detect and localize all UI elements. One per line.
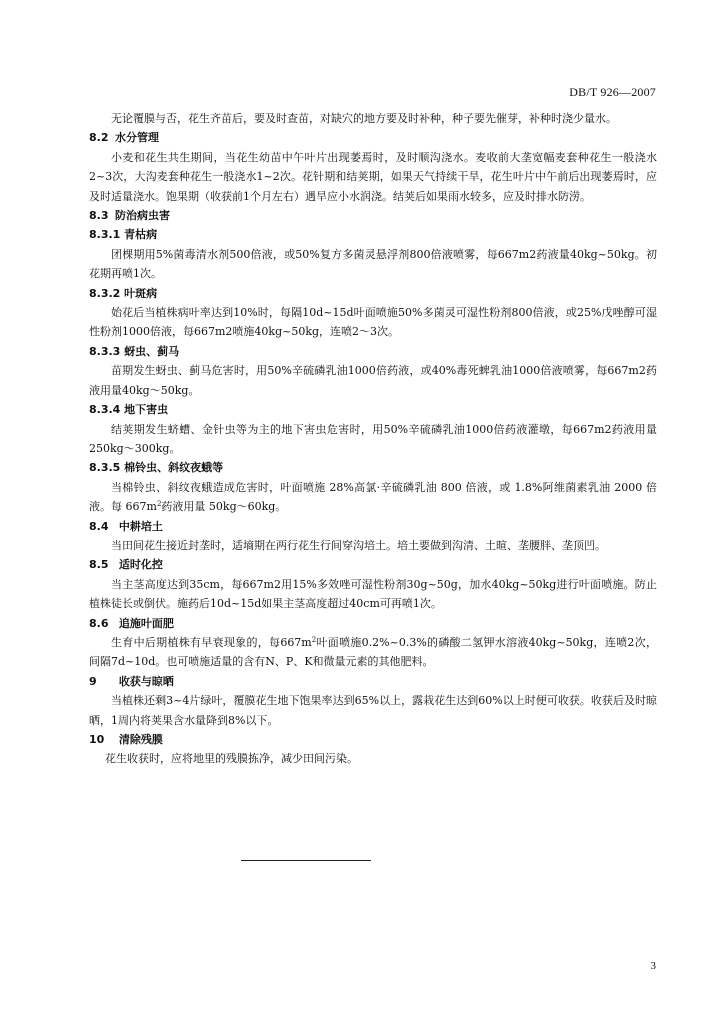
page-number: 3 (650, 960, 656, 972)
heading-number: 8.6 (89, 616, 109, 630)
heading-title: 青枯病 (124, 228, 158, 242)
end-rule (241, 860, 371, 861)
heading-number: 8.3.3 (89, 344, 121, 358)
paragraph-9: 当植株还剩3~4片绿叶，覆膜花生地下饱果率达到65%以上，露栽花生达到60%以上时便可收获。收获后及时晾晒，1周内将荚果含水量降到8%以下。 (89, 694, 657, 727)
heading-number: 8.4 (89, 519, 109, 533)
heading-title: 追施叶面肥 (118, 616, 174, 630)
heading-8-3-1 (89, 225, 657, 244)
heading-title: 叶斑病 (124, 286, 158, 300)
paragraph-8-2: 小麦和花生共生期间，当花生幼苗中午叶片出现萎焉时，及时顺沟浇水。麦收前大垄宽幅麦套种花生一般浇水2~3次，大沟麦套种花生一般浇水1~2次。花针期和结荚期，如果天气持续干旱，花生叶片中午前后出现萎焉时，应及时适量浇水。饱果期（收获前1个月左右）遇旱应小水润浇。结荚后如果雨水较多，应及时排水防涝。 (89, 150, 657, 203)
superscript: 2 (311, 635, 317, 644)
heading-number: 8.2 (89, 131, 109, 145)
paragraph-8-3-3: 苗期发生蚜虫、蓟马危害时，用50%辛硫磷乳油1000倍药液，或40%毒死蜱乳油1000倍液喷雾，每667m2药液用量40kg～50kg。 (89, 364, 657, 397)
paragraph-10: 花生收获时，应将地里的残膜拣净，减少田间污染。 (105, 752, 358, 766)
paragraph-8-3-4: 结荚期发生蛴螬、金针虫等为主的地下害虫危害时，用50%辛硫磷乳油1000倍药液灌墩，每667m2药液用量250kg～300kg。 (89, 422, 657, 455)
heading-title: 收获与晾晒 (118, 674, 174, 688)
heading-8-2 (89, 128, 657, 147)
heading-8-3-5 (89, 458, 657, 477)
text-run: 当棉铃虫、斜纹夜蛾造成危害时，叶面喷施 28%高氯·辛硫磷乳油 800 倍液，或 1.8%阿维菌素乳油 2000 倍液。每 667m (89, 480, 657, 514)
paragraph-8-6 (89, 633, 657, 672)
heading-8-4 (89, 517, 657, 536)
paragraph-8-3-5 (89, 478, 657, 517)
paragraph-8-3-1: 团棵期用5%菌毒清水剂500倍液，或50%复方多菌灵悬浮剂800倍液喷雾，每667m2药液量40kg~50kg。初花期再喷1次。 (89, 247, 657, 281)
heading-number: 10 (89, 733, 105, 746)
heading-number: 8.5 (89, 558, 109, 572)
heading-title: 棉铃虫、斜纹夜蛾等 (124, 461, 224, 475)
heading-8-3-2 (89, 284, 657, 303)
heading-8-3-4 (89, 400, 657, 419)
paragraph-8-3-2: 始花后当植株病叶率达到10%时，每隔10d~15d叶面喷施50%多菌灵可湿性粉剂800倍液，或25%戊唑醇可湿性粉剂1000倍液，每667m2喷施40kg~50kg，连喷2～3次。 (89, 306, 657, 339)
heading-number: 8.3.1 (89, 228, 121, 242)
heading-title: 水分管理 (115, 131, 159, 145)
heading-title: 适时化控 (118, 558, 163, 572)
text-run: 生育中后期植株有早衰现象的，每667m (111, 635, 312, 649)
heading-9 (89, 672, 657, 691)
document-body (89, 109, 657, 769)
heading-8-5 (89, 555, 657, 574)
heading-number: 8.3.2 (89, 286, 121, 300)
superscript: 2 (156, 500, 162, 509)
heading-title: 地下害虫 (124, 403, 169, 417)
heading-title: 清除残膜 (118, 733, 163, 746)
paragraph-intro: 无论覆膜与否，花生齐苗后，要及时查苗，对缺穴的地方要及时补种，种子要先催芽，补种时浇少量水。 (111, 112, 617, 125)
heading-10 (89, 730, 657, 749)
text-run: 叶面喷施0.2%~0.3%的磷酸二氢钾水溶液40kg~50kg，连喷2次，间隔7d~10d。也可喷施适量的含有N、P、K和微量元素的其他肥料。 (89, 635, 657, 669)
heading-number: 9 (89, 674, 97, 688)
heading-8-3 (89, 206, 657, 225)
heading-number: 8.3 (89, 209, 109, 223)
heading-title: 中耕培土 (118, 519, 163, 533)
text-run: 药液用量 50kg～60kg。 (161, 500, 287, 514)
paragraph-8-5: 当主茎高度达到35cm，每667m2用15%多效唑可湿性粉剂30g~50g，加水40kg~50kg进行叶面喷施。防止植株徒长或倒伏。施药后10d~15d如果主茎高度超过40cm可再喷1次。 (89, 577, 657, 611)
heading-8-3-3 (89, 342, 657, 361)
document-code: DB/T 926—2007 (569, 85, 656, 99)
heading-title: 蚜虫、蓟马 (124, 344, 180, 358)
heading-8-6 (89, 614, 657, 633)
heading-number: 8.3.4 (89, 403, 121, 417)
heading-number: 8.3.5 (89, 461, 121, 475)
paragraph-8-4: 当田间花生接近封垄时，适墒期在两行花生行间穿沟培土。培土要做到沟清、土暄、垄腰胖、垄顶凹。 (111, 538, 606, 552)
heading-title: 防治病虫害 (115, 209, 170, 223)
